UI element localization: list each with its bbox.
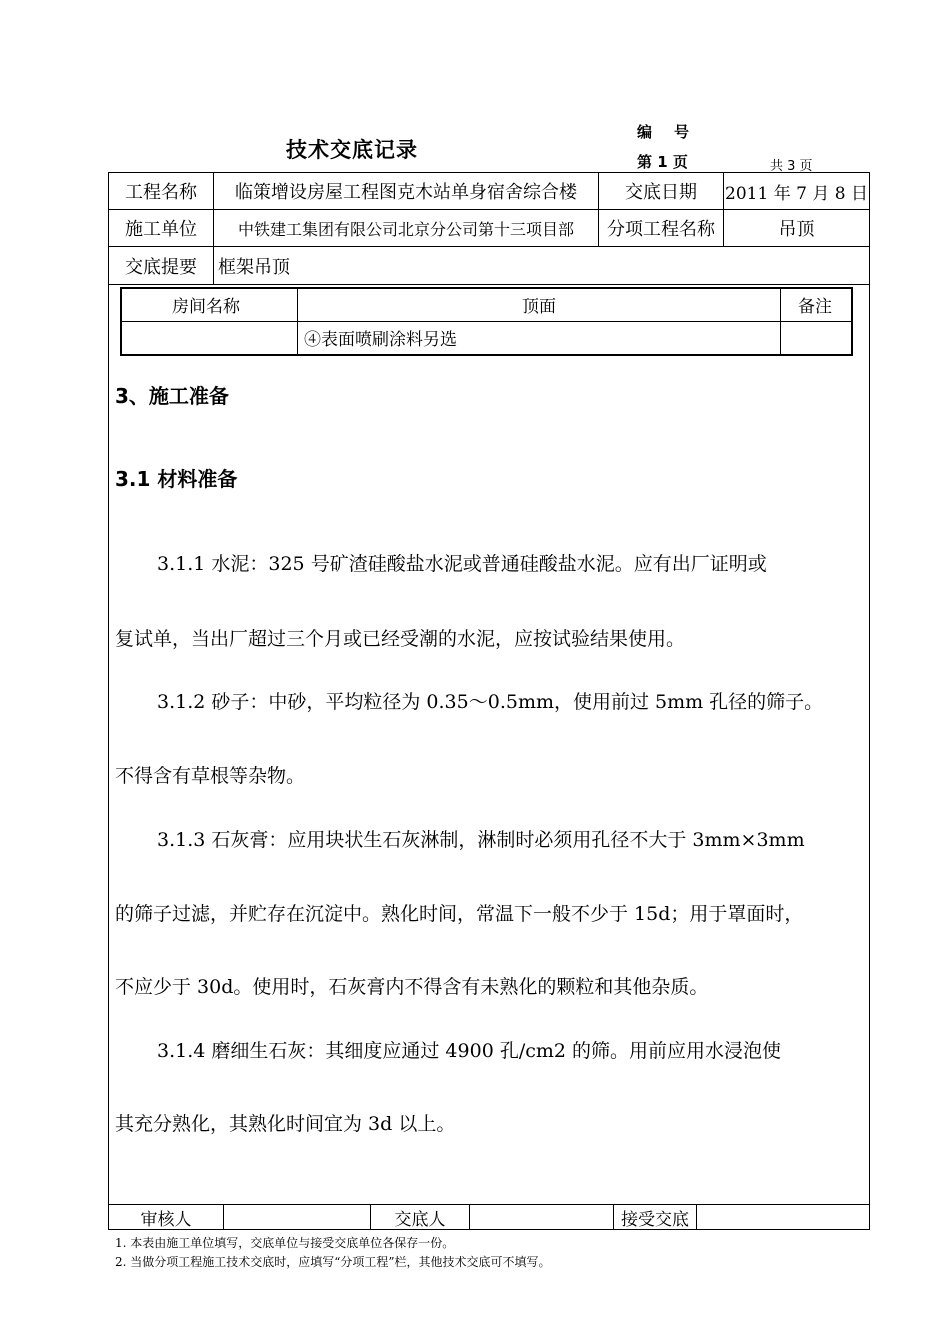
- receiver-field[interactable]: [696, 1204, 870, 1230]
- subproject-label: 分项工程名称: [598, 209, 724, 247]
- paragraph-line: 3.1.1 水泥：325 号矿渣硅酸盐水泥或普通硅酸盐水泥。应有出厂证明或: [157, 553, 767, 575]
- paragraph-line: 3.1.3 石灰膏：应用块状生石灰淋制，淋制时必须用孔径不大于 3mm×3mm: [157, 829, 805, 851]
- remarks-header: 备注: [798, 297, 832, 317]
- paragraph-line: 其充分熟化，其熟化时间宜为 3d 以上。: [115, 1113, 456, 1135]
- project-name-label: 工程名称: [108, 172, 214, 210]
- paragraph-line: 复试单，当出厂超过三个月或已经受潮的水泥，应按试验结果使用。: [115, 628, 686, 650]
- serial-label-char-a: 编: [637, 123, 653, 141]
- frame-left-border: [108, 284, 109, 1205]
- subsection-heading: 3.1 材料准备: [115, 467, 238, 491]
- footnote: 2. 当做分项工程施工技术交底时，应填写“分项工程”栏，其他技术交底可不填写。: [115, 1255, 551, 1269]
- reviewer-label: 审核人: [108, 1204, 224, 1230]
- section-heading: 3、施工准备: [115, 384, 229, 408]
- paragraph-line: 3.1.4 磨细生石灰：其细度应通过 4900 孔/cm2 的筛。用前应用水浸泡使: [157, 1040, 782, 1062]
- summary-label: 交底提要: [108, 246, 214, 285]
- subproject-value: 吊顶: [723, 209, 870, 247]
- frame-right-border: [869, 284, 870, 1205]
- room-table-row-divider: [122, 321, 851, 322]
- unit-label: 施工单位: [108, 209, 214, 247]
- ceiling-cell: ④表面喷刷涂料另选: [304, 330, 457, 350]
- page-number: 第 1 页: [637, 153, 688, 171]
- page-title: 技术交底记录: [286, 138, 418, 162]
- serial-label-char-b: 号: [674, 123, 690, 141]
- ceiling-header: 顶面: [522, 297, 556, 317]
- paragraph-line: 的筛子过滤，并贮存在沉淀中。熟化时间，常温下一般不少于 15d；用于罩面时，: [115, 903, 804, 925]
- presenter-field[interactable]: [469, 1204, 614, 1230]
- room-name-header: 房间名称: [172, 297, 240, 317]
- unit-value: 中铁建工集团有限公司北京分公司第十三项目部: [213, 209, 599, 247]
- room-table: [120, 287, 853, 356]
- receiver-label: 接受交底: [613, 1204, 697, 1230]
- date-value: 2011 年 7 月 8 日: [723, 172, 870, 210]
- paragraph-line: 3.1.2 砂子：中砂，平均粒径为 0.35～0.5mm，使用前过 5mm 孔径的筛子。: [157, 691, 824, 713]
- paragraph-line: 不应少于 30d。使用时，石灰膏内不得含有未熟化的颗粒和其他杂质。: [115, 976, 709, 998]
- serial-number-label: [637, 121, 689, 142]
- project-name-value: 临策增设房屋工程图克木站单身宿舍综合楼: [213, 172, 599, 210]
- reviewer-field[interactable]: [223, 1204, 371, 1230]
- summary-value: 框架吊顶: [213, 246, 870, 285]
- footnote: 1. 本表由施工单位填写，交底单位与接受交底单位各保存一份。: [115, 1236, 455, 1250]
- paragraph-line: 不得含有草根等杂物。: [115, 765, 306, 787]
- page-total: 共 3 页: [770, 159, 813, 174]
- date-label: 交底日期: [598, 172, 724, 210]
- presenter-label: 交底人: [370, 1204, 470, 1230]
